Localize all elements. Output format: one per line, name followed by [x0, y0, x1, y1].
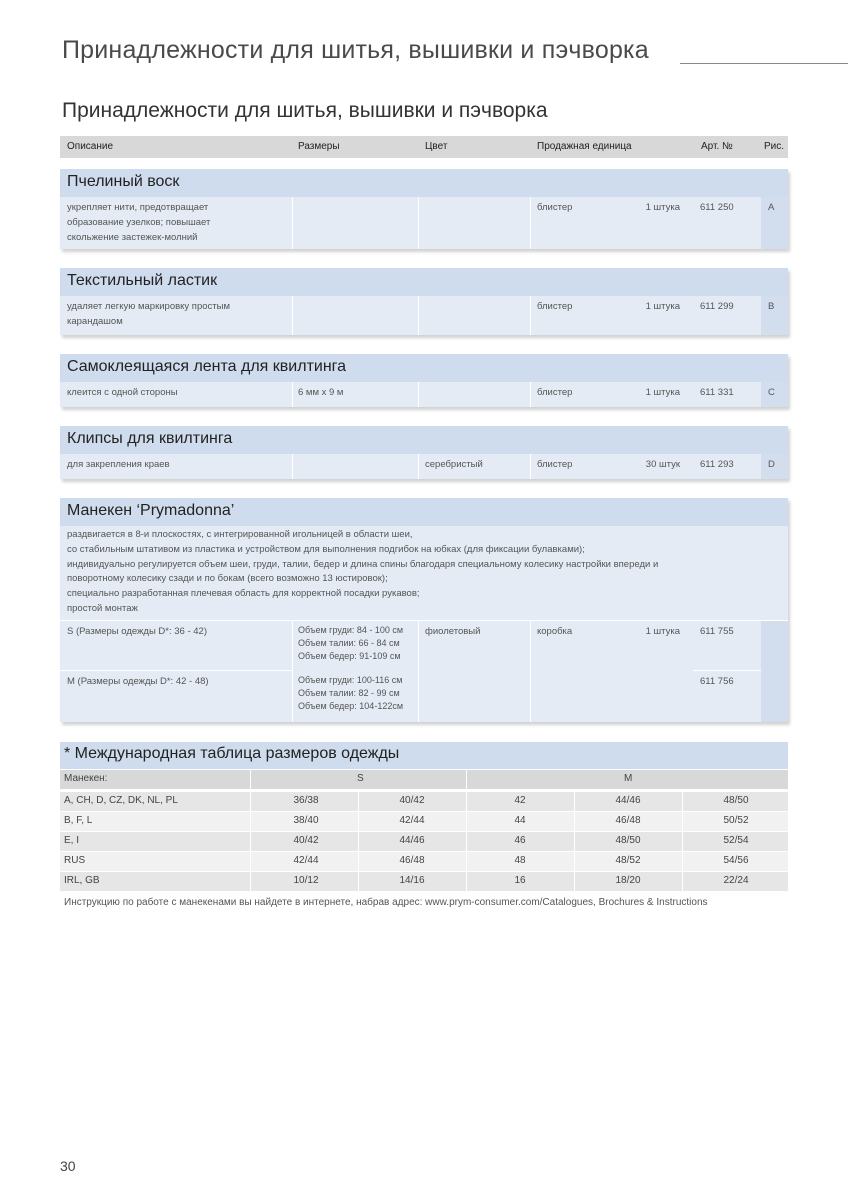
size-group-m: M [624, 773, 633, 784]
page-title: Принадлежности для шитья, вышивки и пэчворка [62, 36, 649, 64]
table-row: E, I 40/42 44/46 46 48/50 52/54 [60, 832, 788, 851]
mannequin-pack: коробка [537, 626, 573, 637]
product-beeswax [60, 169, 788, 249]
size-group-s: S [357, 773, 364, 784]
header-rule [680, 63, 848, 64]
product-pack: блистер [537, 202, 573, 213]
col-article: Арт. № [701, 141, 733, 152]
product-title: Пчелиный воск [67, 173, 180, 190]
product-title-bar [60, 498, 788, 526]
product-figure: A [768, 202, 775, 213]
product-title-bar [60, 169, 788, 197]
product-article: 611 299 [700, 301, 734, 312]
col-color: Цвет [425, 141, 448, 152]
product-quilting-clips [60, 426, 788, 479]
variant-size: S (Размеры одежды D*: 36 - 42) [67, 626, 207, 637]
product-title-bar [60, 354, 788, 382]
product-mannequin [60, 498, 788, 722]
mannequin-qty: 1 штука [645, 626, 680, 637]
col-description: Описание [67, 141, 114, 152]
product-title-bar [60, 268, 788, 296]
product-qty: 1 штука [645, 387, 680, 398]
product-qty: 1 штука [645, 202, 680, 213]
table-row: RUS 42/44 46/48 48 48/52 54/56 [60, 852, 788, 871]
variant-measures: Объем груди: 84 - 100 см Объем талии: 66 - 84 см Объем бедер: 91-109 см [298, 625, 404, 661]
product-title: Самоклеящаяся лента для квилтинга [67, 358, 347, 375]
figure-cell [761, 197, 788, 249]
product-pack: блистер [537, 387, 573, 398]
product-title: Манекен ‘Prymadonna’ [67, 502, 235, 519]
product-pack: блистер [537, 301, 573, 312]
variant-measures: Объем груди: 100-116 см Объем талии: 82 - 99 см Объем бедер: 104-122см [298, 675, 404, 711]
product-title-bar [60, 426, 788, 454]
col-sizes: Размеры [298, 141, 340, 152]
size-row-header: Манекен: [64, 773, 108, 784]
size-table-header-row [60, 770, 788, 789]
variant-size: M (Размеры одежды D*: 42 - 48) [67, 676, 209, 687]
product-size: 6 мм х 9 м [298, 387, 344, 398]
size-table-title: * Международная таблица размеров одежды [64, 745, 400, 762]
table-row: IRL, GB 10/12 14/16 16 18/20 22/24 [60, 872, 788, 891]
table-row: B, F, L 38/40 42/44 44 46/48 50/52 [60, 812, 788, 831]
figure-cell [761, 296, 788, 335]
product-description: для закрепления краев [67, 459, 170, 470]
page-number: 30 [60, 1158, 76, 1174]
product-description: клеится с одной стороны [67, 387, 178, 398]
figure-cell [761, 621, 788, 722]
product-textile-eraser [60, 268, 788, 335]
footnote: Инструкцию по работе с манекенами вы найдете в интернете, набрав адрес: www.prym-consumer.com/Catalogues, Brochures & Instructions [64, 897, 708, 908]
product-description: удаляет легкую маркировку простым карандашом [67, 301, 230, 327]
table-row: A, CH, D, CZ, DK, NL, PL 36/38 40/42 42 44/46 48/50 [60, 792, 788, 811]
column-header-bar [60, 136, 788, 158]
product-article: 611 331 [700, 387, 734, 398]
product-quilting-tape [60, 354, 788, 407]
product-title: Клипсы для квилтинга [67, 430, 233, 447]
variant-article: 611 755 [700, 626, 734, 637]
section-subtitle: Принадлежности для шитья, вышивки и пэчворка [62, 99, 548, 122]
product-figure: C [768, 387, 775, 398]
variant-article: 611 756 [700, 676, 734, 687]
col-unit: Продажная единица [537, 141, 632, 152]
mannequin-description: раздвигается в 8-и плоскостях, с интегрированной игольницей в области шеи, со стабильным штативом из пластика и устройством для выполнения подгибок на юбках (для фиксации булавками); индивидуально регулируется объем шеи, груди, талии, бедер и длина спины благодаря специальному колесику настройки впереди и поворотному колесику сзади и по бокам (всего возможно 13 юстировок); специально разработанная плечевая область для корректной посадки рукавов; простой монтаж [67, 529, 659, 614]
product-article: 611 293 [700, 459, 734, 470]
product-pack: блистер [537, 459, 573, 470]
product-qty: 1 штука [645, 301, 680, 312]
product-figure: B [768, 301, 775, 312]
product-figure: D [768, 459, 775, 470]
product-color: серебристый [425, 459, 483, 470]
product-article: 611 250 [700, 202, 734, 213]
size-table-title-bar [60, 742, 788, 769]
product-qty: 30 штук [645, 459, 680, 470]
product-title: Текстильный ластик [67, 272, 218, 289]
mannequin-color: фиолетовый [425, 626, 481, 637]
col-figure: Рис. [764, 141, 785, 152]
product-description: укрепляет нити, предотвращает образование узелков; повышает скольжение застежек-молний [67, 202, 211, 243]
